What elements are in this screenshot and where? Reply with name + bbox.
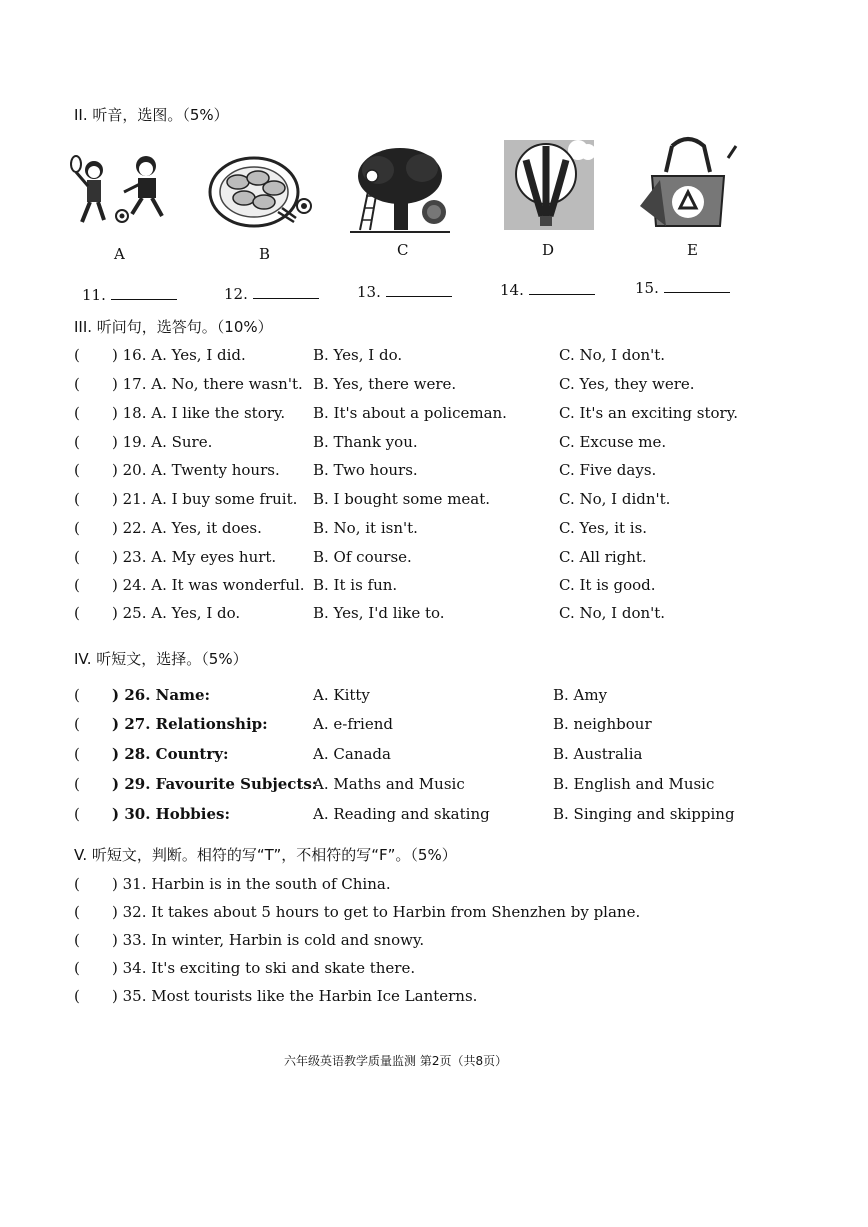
- picture-label: B: [259, 245, 271, 263]
- question-row: ( ) 32. It takes about 5 hours to get to Harbin from Shenzhen by plane.: [74, 903, 641, 921]
- picture-label: C: [397, 241, 409, 259]
- kids-playing-sports-icon: [70, 150, 174, 234]
- section-2-heading: II. 听音，选图。（5%）: [74, 106, 229, 124]
- answer-blank-12[interactable]: 12.: [224, 283, 319, 303]
- answer-paren[interactable]: (: [74, 686, 80, 704]
- plate-of-dumplings-icon: [208, 150, 314, 234]
- hot-air-balloon-icon: [504, 140, 594, 230]
- question-row: ( ) 24. A. It was wonderful. B. It is fun. C. It is good.: [74, 576, 656, 594]
- answer-paren[interactable]: (: [74, 576, 80, 594]
- answer-paren[interactable]: (: [74, 903, 80, 921]
- answer-paren[interactable]: (: [74, 375, 80, 393]
- answer-paren[interactable]: (: [74, 604, 80, 622]
- answer-blank-15[interactable]: 15.: [635, 277, 730, 297]
- tree-with-ladder-icon: [348, 146, 452, 236]
- question-row: ( ) 26. Name: A. Kitty B. Amy: [74, 686, 608, 704]
- answer-paren[interactable]: (: [74, 775, 80, 793]
- answer-paren[interactable]: (: [74, 745, 80, 763]
- answer-paren[interactable]: (: [74, 519, 80, 537]
- question-row: ( ) 28. Country: A. Canada B. Australia: [74, 745, 643, 763]
- question-row: ( ) 21. A. I buy some fruit. B. I bought some meat. C. No, I didn't.: [74, 490, 671, 508]
- question-row: ( ) 17. A. No, there wasn't. B. Yes, there were. C. Yes, they were.: [74, 375, 695, 393]
- question-row: ( ) 27. Relationship: A. e-friend B. neighbour: [74, 715, 652, 733]
- answer-paren[interactable]: (: [74, 805, 80, 823]
- answer-paren[interactable]: (: [74, 548, 80, 566]
- question-row: ( ) 33. In winter, Harbin is cold and snowy.: [74, 931, 425, 949]
- section-3-heading: III. 听问句，选答句。（10%）: [74, 318, 273, 336]
- question-row: ( ) 34. It's exciting to ski and skate there.: [74, 959, 416, 977]
- question-row: ( ) 19. A. Sure. B. Thank you. C. Excuse me.: [74, 433, 667, 451]
- answer-blank-11[interactable]: 11.: [82, 284, 177, 304]
- answer-paren[interactable]: (: [74, 987, 80, 1005]
- answer-paren[interactable]: (: [74, 715, 80, 733]
- recycling-bag-icon: [638, 136, 738, 230]
- question-row: ( ) 18. A. I like the story. B. It's about a policeman. C. It's an exciting story.: [74, 404, 738, 422]
- section-5-heading: V. 听短文，判断。相符的写“T”，不相符的写“F”。（5%）: [74, 846, 457, 864]
- question-row: ( ) 35. Most tourists like the Harbin Ice Lanterns.: [74, 987, 478, 1005]
- picture-label: E: [687, 241, 698, 259]
- answer-paren[interactable]: (: [74, 875, 80, 893]
- question-row: ( ) 22. A. Yes, it does. B. No, it isn't. C. Yes, it is.: [74, 519, 648, 537]
- question-row: ( ) 23. A. My eyes hurt. B. Of course. C. All right.: [74, 548, 647, 566]
- answer-paren[interactable]: (: [74, 461, 80, 479]
- answer-blank-13[interactable]: 13.: [357, 281, 452, 301]
- section-4-heading: IV. 听短文，选择。（5%）: [74, 650, 248, 668]
- picture-label: D: [542, 241, 555, 259]
- answer-paren[interactable]: (: [74, 959, 80, 977]
- answer-paren[interactable]: (: [74, 931, 80, 949]
- answer-paren[interactable]: (: [74, 404, 80, 422]
- answer-blank-14[interactable]: 14.: [500, 279, 595, 299]
- page-footer: 六年级英语教学质量监测 第2页（共8页）: [284, 1054, 508, 1068]
- question-row: ( ) 31. Harbin is in the south of China.: [74, 875, 391, 893]
- answer-paren[interactable]: (: [74, 346, 80, 364]
- question-row: ( ) 20. A. Twenty hours. B. Two hours. C. Five days.: [74, 461, 657, 479]
- question-row: ( ) 30. Hobbies: A. Reading and skating B. Singing and skipping: [74, 805, 735, 823]
- question-row: ( ) 29. Favourite Subjects: A. Maths and Music B. English and Music: [74, 775, 715, 793]
- picture-label: A: [114, 245, 125, 263]
- question-row: ( ) 25. A. Yes, I do. B. Yes, I'd like to. C. No, I don't.: [74, 604, 666, 622]
- answer-paren[interactable]: (: [74, 490, 80, 508]
- answer-paren[interactable]: (: [74, 433, 80, 451]
- question-row: ( ) 16. A. Yes, I did. B. Yes, I do. C. No, I don't.: [74, 346, 666, 364]
